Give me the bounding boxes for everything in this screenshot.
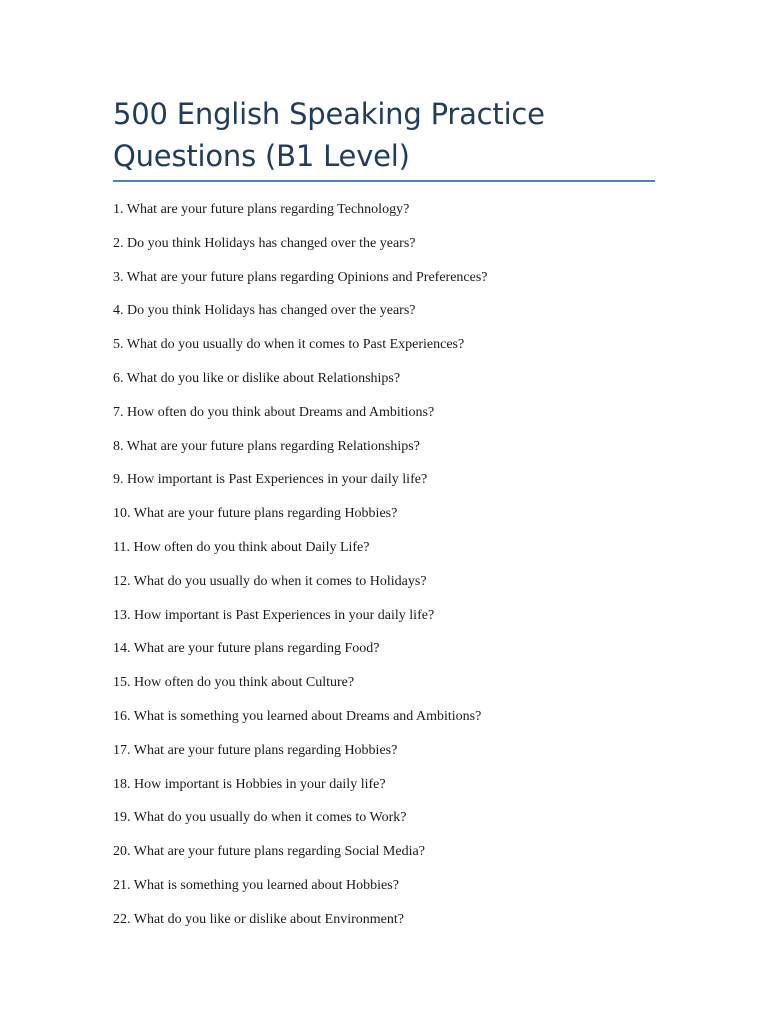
- question-item: 19. What do you usually do when it comes to Work?: [113, 810, 407, 826]
- question-item: 21. What is something you learned about Hobbies?: [113, 877, 399, 893]
- question-item: 9. How important is Past Experiences in your daily life?: [113, 472, 428, 488]
- question-item: 20. What are your future plans regarding Social Media?: [113, 844, 425, 860]
- question-item: 7. How often do you think about Dreams and Ambitions?: [113, 404, 435, 420]
- question-item: 12. What do you usually do when it comes to Holidays?: [113, 573, 427, 589]
- document-title: 500 English Speaking Practice Questions (B1 Level): [113, 97, 545, 173]
- question-item: 4. Do you think Holidays has changed over the years?: [113, 303, 416, 319]
- question-item: 13. How important is Past Experiences in your daily life?: [113, 607, 435, 623]
- question-item: 14. What are your future plans regarding Food?: [113, 641, 380, 657]
- question-item: 22. What do you like or dislike about Environment?: [113, 911, 404, 927]
- question-item: 15. How often do you think about Culture?: [113, 675, 355, 691]
- question-item: 10. What are your future plans regarding Hobbies?: [113, 506, 398, 522]
- question-item: 1. What are your future plans regarding Technology?: [113, 202, 410, 217]
- title-underline: [113, 180, 655, 182]
- question-item: 16. What is something you learned about Dreams and Ambitions?: [113, 708, 482, 724]
- question-item: 18. How important is Hobbies in your daily life?: [113, 776, 386, 792]
- question-item: 11. How often do you think about Daily Life?: [113, 539, 370, 555]
- question-item: 5. What do you usually do when it comes to Past Experiences?: [113, 337, 465, 353]
- question-item: 3. What are your future plans regarding Opinions and Preferences?: [113, 269, 488, 285]
- question-item: 6. What do you like or dislike about Relationships?: [113, 370, 401, 386]
- question-item: 8. What are your future plans regarding Relationships?: [113, 438, 420, 454]
- question-item: 2. Do you think Holidays has changed over the years?: [113, 235, 416, 251]
- question-item: 17. What are your future plans regarding Hobbies?: [113, 742, 398, 758]
- question-list: [113, 199, 488, 943]
